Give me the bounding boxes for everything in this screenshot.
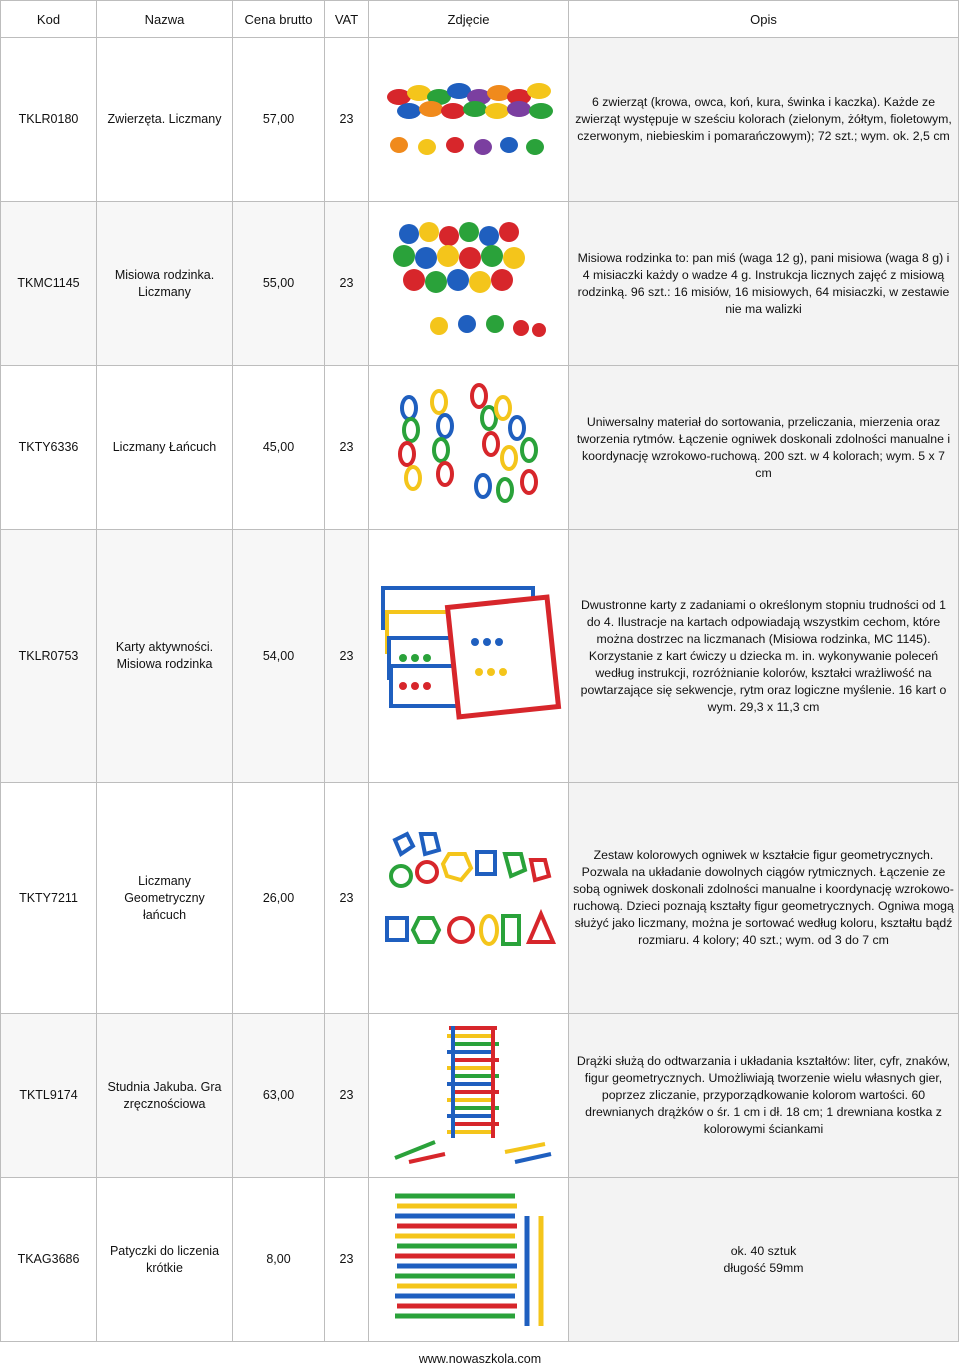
- product-description: [569, 1178, 959, 1342]
- product-image-cell: [369, 783, 569, 1014]
- product-name: Zwierzęta. Liczmany: [97, 38, 233, 202]
- product-price: 63,00: [233, 1014, 325, 1178]
- header-image: Zdjęcie: [369, 1, 569, 38]
- product-code: TKAG3686: [1, 1178, 97, 1342]
- product-name: Studnia Jakuba. Gra zręcznościowa: [97, 1014, 233, 1178]
- header-vat: VAT: [325, 1, 369, 38]
- header-price: Cena brutto: [233, 1, 325, 38]
- product-code: TKTL9174: [1, 1014, 97, 1178]
- product-price: 54,00: [233, 530, 325, 783]
- product-code: TKMC1145: [1, 202, 97, 366]
- product-description: Zestaw kolorowych ogniwek w kształcie figur geometrycznych. Pozwala na układanie dowolnych ciągów rytmicznych. Łączenie ze sobą ogniwek doskonali zdolności manualne i koordynację wzrokowo-ruchową. Dzieci poznają kształty figur geometrycznych. Ogniwa mogą służyć jako liczmany, można je sortować według koloru, kształtu bądź rozmiaru. 4 kolory; 40 szt.; wym. od 3 do 7 cm: [569, 783, 959, 1014]
- product-image-cell: [369, 202, 569, 366]
- product-code: TKTY7211: [1, 783, 97, 1014]
- product-code: TKLR0753: [1, 530, 97, 783]
- product-image-cell: [369, 38, 569, 202]
- header-name: Nazwa: [97, 1, 233, 38]
- description-line: długość 59mm: [723, 1260, 804, 1275]
- product-description: Dwustronne karty z zadaniami o określonym stopniu trudności od 1 do 4. Ilustracje na kartach odpowiadają wszystkim cechom, które można dostrzec na liczmanach (Misiowa rodzinka, MC 1145). Korzystanie z kart ćwiczy u dziecka m. in. wykonywanie poleceń według instrukcji, rozróżnianie kolorów, kształci wrażliwość na powtarzające się sekwencje, rytm oraz logiczne myślenie. 16 kart o wym. 29,3 x 11,3 cm: [569, 530, 959, 783]
- product-price: 55,00: [233, 202, 325, 366]
- footer-url: www.nowaszkola.com: [418, 1352, 542, 1366]
- product-name: Misiowa rodzinka. Liczmany: [97, 202, 233, 366]
- product-description: Uniwersalny materiał do sortowania, przeliczania, mierzenia oraz tworzenia rytmów. Łączenie ogniwek doskonali zdolności manualne i koordynację wzrokowo-ruchową. 200 szt. w 4 kolorach; wym. 5 x 7 cm: [569, 366, 959, 530]
- product-name: Karty aktywności. Misiowa rodzinka: [97, 530, 233, 783]
- product-vat: 23: [325, 530, 369, 783]
- product-name: Liczmany Łańcuch: [97, 366, 233, 530]
- table-row: [1, 530, 959, 783]
- product-price: 45,00: [233, 366, 325, 530]
- bear-counters-image: [375, 210, 563, 358]
- header-description: Opis: [569, 1, 959, 38]
- product-code: TKLR0180: [1, 38, 97, 202]
- table-row: [1, 366, 959, 530]
- geometric-links-image: [375, 824, 563, 972]
- table-row: [1, 38, 959, 202]
- product-vat: 23: [325, 1178, 369, 1342]
- table-row: [1, 202, 959, 366]
- product-image-cell: [369, 530, 569, 783]
- product-image-cell: [369, 366, 569, 530]
- product-name: Patyczki do liczenia krótkie: [97, 1178, 233, 1342]
- product-vat: 23: [325, 38, 369, 202]
- table-row: [1, 783, 959, 1014]
- description-line: ok. 40 sztuk: [730, 1243, 797, 1258]
- product-price: 26,00: [233, 783, 325, 1014]
- product-description: 6 zwierząt (krowa, owca, koń, kura, świnka i kaczka). Każde ze zwierząt występuje w sześciu kolorach (zielonym, żółtym, fioletowym, czerwonym, niebieskim i pomarańczowym); 72 szt.; wym. ok. 2,5 cm: [569, 38, 959, 202]
- product-vat: 23: [325, 1014, 369, 1178]
- product-price: 57,00: [233, 38, 325, 202]
- product-description: Drążki służą do odtwarzania i układania kształtów: liter, cyfr, znaków, figur geometrycznych. Umożliwiają tworzenie wielu własnych gier, poprzez zliczanie, przyporządkowanie kolorom wartości. 60 drewnianych drążków o śr. 1 cm i dł. 18 cm; 1 drewniana kostka z kolorowymi ściankami: [569, 1014, 959, 1178]
- product-code: TKTY6336: [1, 366, 97, 530]
- table-header-row: [1, 1, 959, 38]
- counting-sticks-image: [375, 1186, 563, 1334]
- table-row: [1, 1178, 959, 1342]
- header-code: Kod: [1, 1, 97, 38]
- product-image-cell: [369, 1178, 569, 1342]
- product-vat: 23: [325, 202, 369, 366]
- link-chain-image: [375, 374, 563, 522]
- product-image-cell: [369, 1014, 569, 1178]
- product-vat: 23: [325, 366, 369, 530]
- table-row: [1, 1014, 959, 1178]
- product-description: Misiowa rodzinka to: pan miś (waga 12 g), pani misiowa (waga 8 g) i 4 misiaczki każdy o wadze 4 g. Instrukcja licznych zajęć z misiową rodzinką. 96 szt.: 16 misiów, 16 misiowych, 64 misiaczki, w zestawie nie ma walizki: [569, 202, 959, 366]
- product-price: 8,00: [233, 1178, 325, 1342]
- stick-tower-image: [375, 1022, 563, 1170]
- product-vat: 23: [325, 783, 369, 1014]
- product-name: Liczmany Geometryczny łańcuch: [97, 783, 233, 1014]
- activity-cards-image: [375, 582, 563, 730]
- animal-counters-image: [375, 46, 563, 194]
